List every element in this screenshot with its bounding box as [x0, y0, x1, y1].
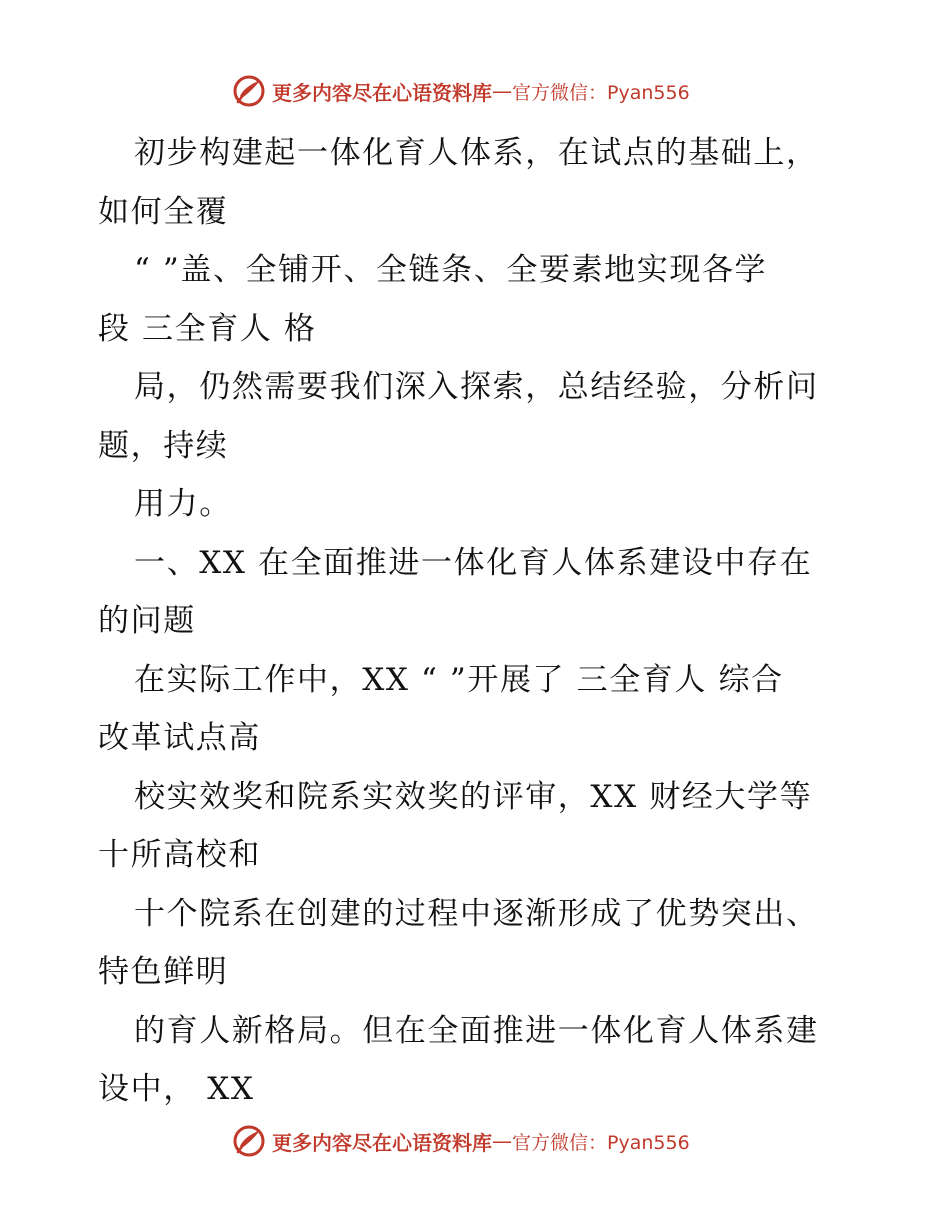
body-line: 在实际工作中，XX “ ”开展了 三全育人 综合	[134, 661, 784, 698]
body-line: 题，持续	[98, 427, 229, 464]
section-heading-line: 的问题	[98, 603, 196, 639]
header-banner	[232, 71, 712, 111]
footer-banner	[232, 1121, 712, 1161]
header-banner-text: 更多内容尽在心语资料库	[272, 80, 492, 105]
body-line: 改革试点高	[98, 720, 261, 756]
section-heading-line: 一、XX 在全面推进一体化育人体系建设中存在	[134, 544, 813, 581]
body-line: 初步构建起一体化育人体系，在试点的基础上，	[134, 135, 819, 171]
header-banner-contact: 官方微信：Pyan556	[512, 81, 690, 104]
quill-logo-icon	[232, 1124, 266, 1158]
body-line: 设中， XX	[98, 1071, 255, 1107]
body-line: 如何全覆	[98, 193, 229, 230]
document-body	[98, 124, 858, 1119]
quill-logo-icon	[232, 74, 266, 108]
body-line: 特色鲜明	[98, 954, 229, 990]
body-line: “ ”盖、全铺开、全链条、全要素地实现各学	[134, 252, 768, 288]
body-line: 的育人新格局。但在全面推进一体化育人体系建	[134, 1012, 819, 1049]
body-line: 十所高校和	[98, 837, 261, 873]
body-line: 局，仍然需要我们深入探索，总结经验，分析问	[134, 369, 819, 405]
body-line: 用力。	[134, 486, 232, 522]
footer-banner-contact: 官方微信：Pyan556	[512, 1131, 690, 1154]
header-banner-separator: —	[492, 79, 512, 103]
body-line: 段 三全育人 格	[98, 310, 317, 347]
footer-banner-separator: —	[492, 1129, 512, 1153]
body-line: 校实效奖和院系实效奖的评审，XX 财经大学等	[134, 778, 813, 815]
footer-banner-text: 更多内容尽在心语资料库	[272, 1130, 492, 1155]
body-line: 十个院系在创建的过程中逐渐形成了优势突出、	[134, 895, 819, 932]
